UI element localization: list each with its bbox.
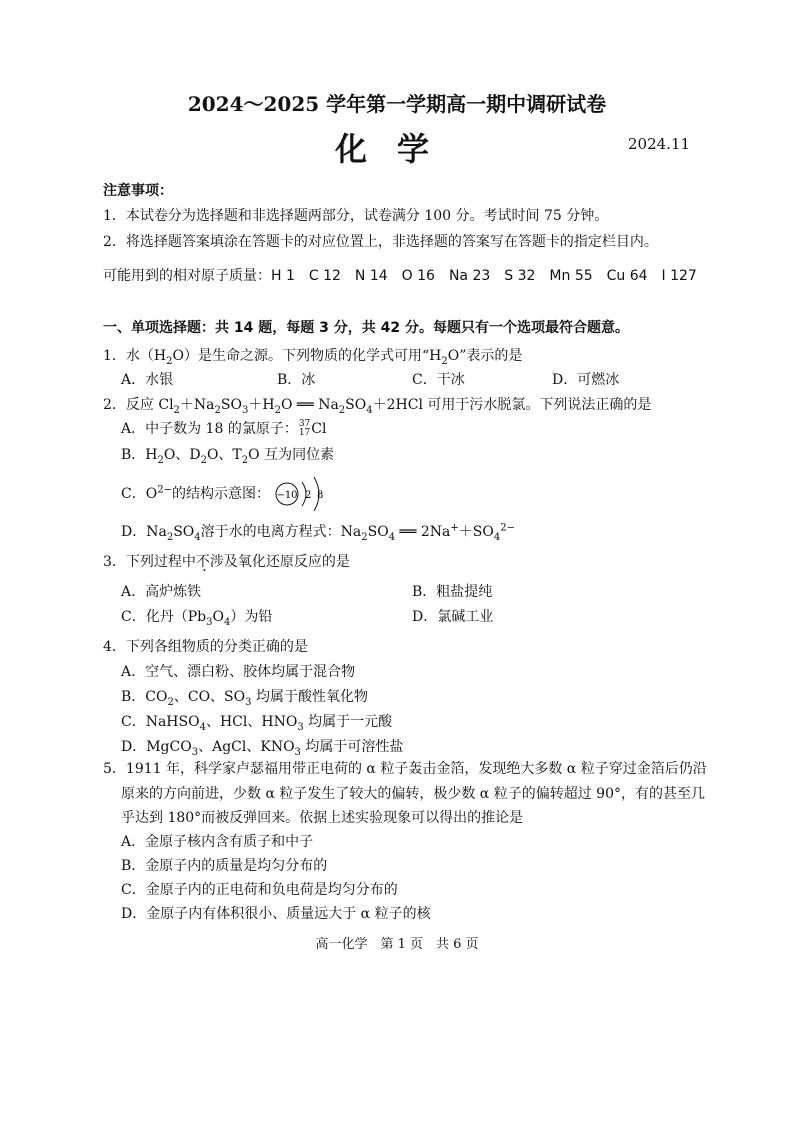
svg-text:8: 8 (317, 490, 324, 501)
q3-option-d: D．氯碱工业 (412, 609, 494, 625)
notice-heading: 注意事项： (103, 183, 173, 199)
q5-stem-line2: 原来的方向前进，少数 α 粒子发生了较大的偏转，极少数 α 粒子的偏转超过 90°，有的甚至几 (121, 786, 705, 802)
q4-option-b: B．$CO_2$、CO、$SO_3$ 均属于酸性氧化物 (121, 689, 368, 708)
q4-stem: 4．下列各组物质的分类正确的是 (103, 639, 308, 655)
q1-option-a: A．水银 (121, 372, 174, 388)
q3-option-c: C．化丹$(Pb_3O_4)$为铅 (121, 609, 273, 628)
svg-text:2: 2 (305, 490, 312, 501)
q5-stem-line3: 乎达到 180°而被反弹回来。依据上述实验现象可以得出的推论是 (121, 810, 524, 826)
exam-title: 2024～2025 学年第一学期高一期中调研试卷 (187, 92, 607, 116)
q4-option-c: C．NaHSO$_4$、HCl、$HNO_3$ 均属于一元酸 (121, 714, 393, 733)
q2-option-a: A．中子数为 18 的氯原子：37 17Cl (121, 419, 327, 438)
q3-stem: 3．下列过程中不涉及氧化还原反应的是 (103, 554, 350, 570)
q4-option-a: A．空气、漂白粉、胶体均属于混合物 (121, 664, 356, 680)
q3-option-a: A．高炉炼铁 (121, 584, 202, 600)
exam-date: 2024.11 (628, 135, 691, 153)
atom-structure-diagram (274, 474, 332, 514)
q2-option-b: B．$H_2O$、$D_2O$、$T_2O$ 互为同位素 (121, 447, 335, 466)
section-heading: 一、单项选择题：共 14 题，每题 3 分，共 42 分。每题只有一个选项最符合题意。 (103, 320, 629, 336)
q5-option-b: B．金原子内的质量是均匀分布的 (121, 858, 328, 874)
q2-option-d: D．$Na_2SO_4$溶于水的电离方程式：$Na_2SO_4$ ══ $2Na^++SO_4^{2-}$ (121, 522, 515, 543)
q1-stem: 1．水$(H_2O)$是生命之源。下列物质的化学式可用“$H_2O$”表示的是 (103, 348, 523, 367)
page-footer: 高一化学 第 1 页 共 6 页 (315, 937, 479, 952)
q2-stem: 2．反应 $Cl_2+Na_2SO_3+H_2O$ ══ $Na_2SO_4+2HCl$ 可用于污水脱氯。下列说法正确的是 (103, 397, 652, 416)
q2-option-c: C．$O^{2-}$的结构示意图： −10 2 8 (121, 474, 332, 514)
subject-title: 化学 (334, 130, 459, 168)
q1-option-c: C．干冰 (412, 372, 465, 388)
q5-option-d: D．金原子内有体积很小、质量远大于 α 粒子的核 (121, 906, 431, 922)
q3-option-b: B．粗盐提纯 (412, 584, 493, 600)
svg-text:−10: −10 (276, 490, 298, 501)
q5-option-a: A．金原子核内含有质子和中子 (121, 834, 314, 850)
notice-item-2: 2．将选择题答案填涂在答题卡的对应位置上，非选择题的答案写在答题卡的指定栏目内。 (103, 234, 658, 250)
notice-item-1: 1．本试卷分为选择题和非选择题两部分，试卷满分 100 分。考试时间 75 分钟。 (103, 208, 609, 224)
q5-option-c: C．金原子内的正电荷和负电荷是均匀分布的 (121, 882, 398, 898)
q4-option-d: D．MgCO$_3$、AgCl、$KNO_3$ 均属于可溶性盐 (121, 739, 404, 758)
q5-stem-line1: 5．1911 年，科学家卢瑟福用带正电荷的 α 粒子轰击金箔，发现绝大多数 α 粒子穿过金箔后仍沿 (103, 761, 707, 777)
atomic-masses: 可能用到的相对原子质量：H 1 C 12 N 14 O 16 Na 23 S 32 Mn 55 Cu 64 I 127 (103, 268, 697, 284)
q1-option-b: B．冰 (277, 372, 316, 388)
q1-option-d: D．可燃冰 (552, 372, 620, 388)
